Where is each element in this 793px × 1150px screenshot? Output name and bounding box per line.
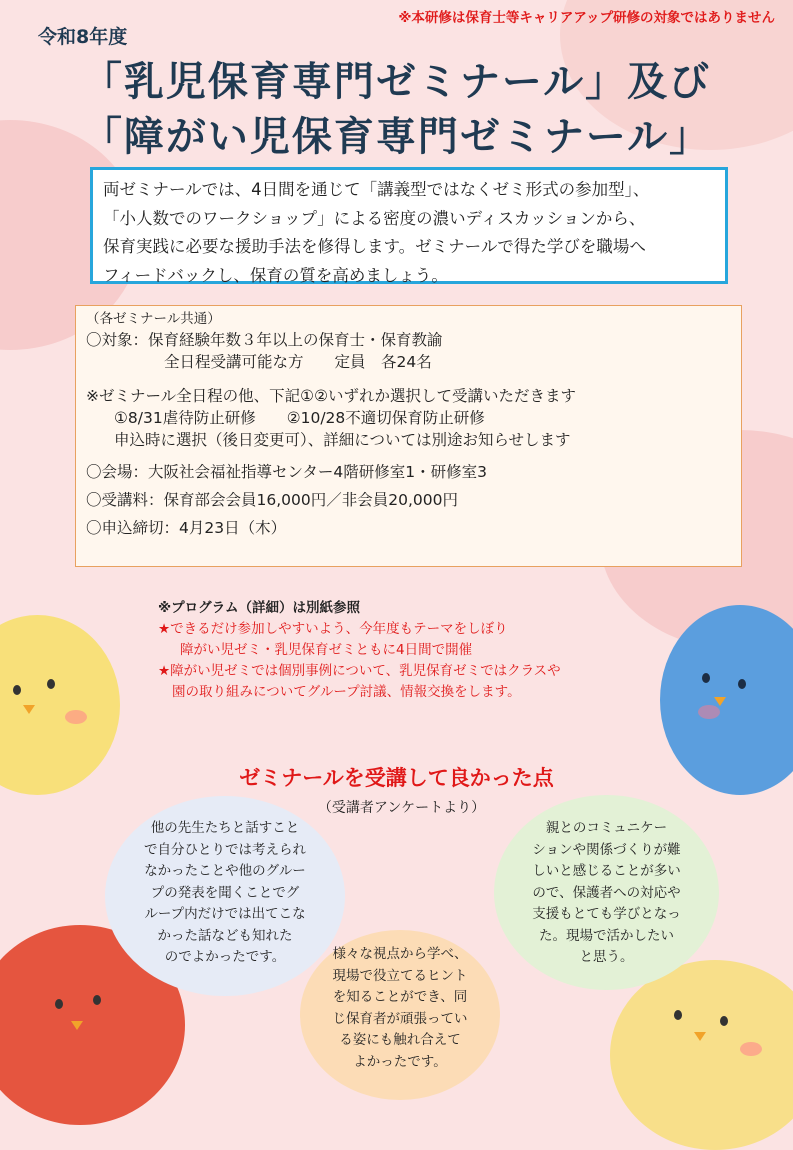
page-title-line2: 「障がい児保育専門ゼミナール」 xyxy=(81,114,712,160)
bubble-line: のでよかったです。 xyxy=(164,949,286,965)
page-title-line1: 「乳児保育専門ゼミナール」及び xyxy=(81,59,712,105)
feedback-bubble-3 xyxy=(300,930,500,1100)
career-up-notice: ※本研修は保育士等キャリアアップ研修の対象ではありません xyxy=(398,10,775,26)
bubble-line: ので、保護者への対応や xyxy=(532,884,681,901)
intro-line: 両ゼミナールでは、4日間を通じて「講義型ではなくゼミ形式の参加型」、 xyxy=(103,180,650,199)
program-item2-line2: 園の取り組みについてグループ討議、情報交換をします。 xyxy=(172,684,521,700)
target-line: 〇対象：保育経験年数３年以上の保育士・保育教諭 xyxy=(86,331,443,349)
fee-line: 〇受講料：保育部会会員16,000円／非会員20,000円 xyxy=(86,491,458,509)
fiscal-year-label: 令和8年度 xyxy=(38,26,128,48)
bubble-line: と思う。 xyxy=(579,949,634,965)
program-notes xyxy=(158,598,561,703)
target-capacity-line: 全日程受講可能な方 定員 各24名 xyxy=(164,353,432,371)
bubble-line: で自分ひとりでは考えられ xyxy=(144,841,306,858)
deadline-line: 〇申込締切：4月23日（木） xyxy=(86,519,287,537)
program-heading: ※プログラム（詳細）は別紙参照 xyxy=(158,600,360,616)
bubble-line: しいと感じることが多い xyxy=(532,863,681,879)
star-icon: ★ xyxy=(158,663,171,679)
bubble-line: ションや関係づくりが難 xyxy=(532,841,681,858)
feedback-subtitle: （受講者アンケートより） xyxy=(317,800,486,816)
bubble-line: よかったです。 xyxy=(353,1053,447,1070)
bubble-line: なかったことや他のグルー xyxy=(144,863,306,879)
bubble-line: じ保育者が頑張ってい xyxy=(332,1010,468,1027)
bubble-line: かった話なども知れた xyxy=(157,927,293,944)
program-item2-line1: 障がい児ゼミでは個別事例について、乳児保育ゼミではクラスや xyxy=(170,663,561,679)
bubble-line: 支援もとても学びとなっ xyxy=(532,906,681,922)
program-item1-line1: できるだけ参加しやすいよう、今年度もテーマをしぼり xyxy=(170,621,508,637)
bubble-line: 様々な視点から学べ、 xyxy=(332,946,468,962)
optional-training-options: ①8/31虐待防止研修 ②10/28不適切保育防止研修 xyxy=(114,409,485,427)
star-icon: ★ xyxy=(158,621,171,637)
optional-training-note: ※ゼミナール全日程の他、下記①②いずれか選択して受講いただきます xyxy=(86,387,576,405)
bubble-line: ループ内だけでは出てこな xyxy=(144,906,306,922)
bubble-line: た。現場で活かしたい xyxy=(539,927,674,944)
bubble-line: 他の先生たちと話すこと xyxy=(150,820,300,836)
bubble-line: 親とのコミュニケー xyxy=(545,820,668,836)
bubble-line: プの発表を聞くことでグ xyxy=(150,884,300,901)
intro-line: 「小人数でのワークショップ」による密度の濃いディスカッションから、 xyxy=(103,208,646,228)
venue-line: 〇会場：大阪社会福祉指導センター4階研修室1・研修室3 xyxy=(86,463,487,481)
program-item1-line2: 障がい児ゼミ・乳児保育ゼミともに4日間で開催 xyxy=(180,642,473,658)
feedback-title: ゼミナールを受講して良かった点 xyxy=(239,766,554,790)
common-label: （各ゼミナール共通） xyxy=(86,311,221,327)
optional-training-selection: 申込時に選択（後日変更可）、詳細については別途お知らせします xyxy=(114,431,571,449)
bubble-line: を知ることができ、同 xyxy=(332,989,468,1005)
bubble-line: 現場で役立てるヒント xyxy=(332,967,468,984)
intro-box xyxy=(90,167,728,284)
intro-line: 保育実践に必要な援助手法を修得します。ゼミナールで得た学びを職場へ xyxy=(103,237,646,256)
feedback-bubble-2 xyxy=(494,795,719,990)
intro-line: フィードバックし、保育の質を高めましょう。 xyxy=(103,265,448,285)
seminar-info-box xyxy=(75,305,742,567)
yellow-bird-right-illustration xyxy=(610,960,793,1150)
bubble-line: る姿にも触れ合えて xyxy=(339,1032,461,1048)
